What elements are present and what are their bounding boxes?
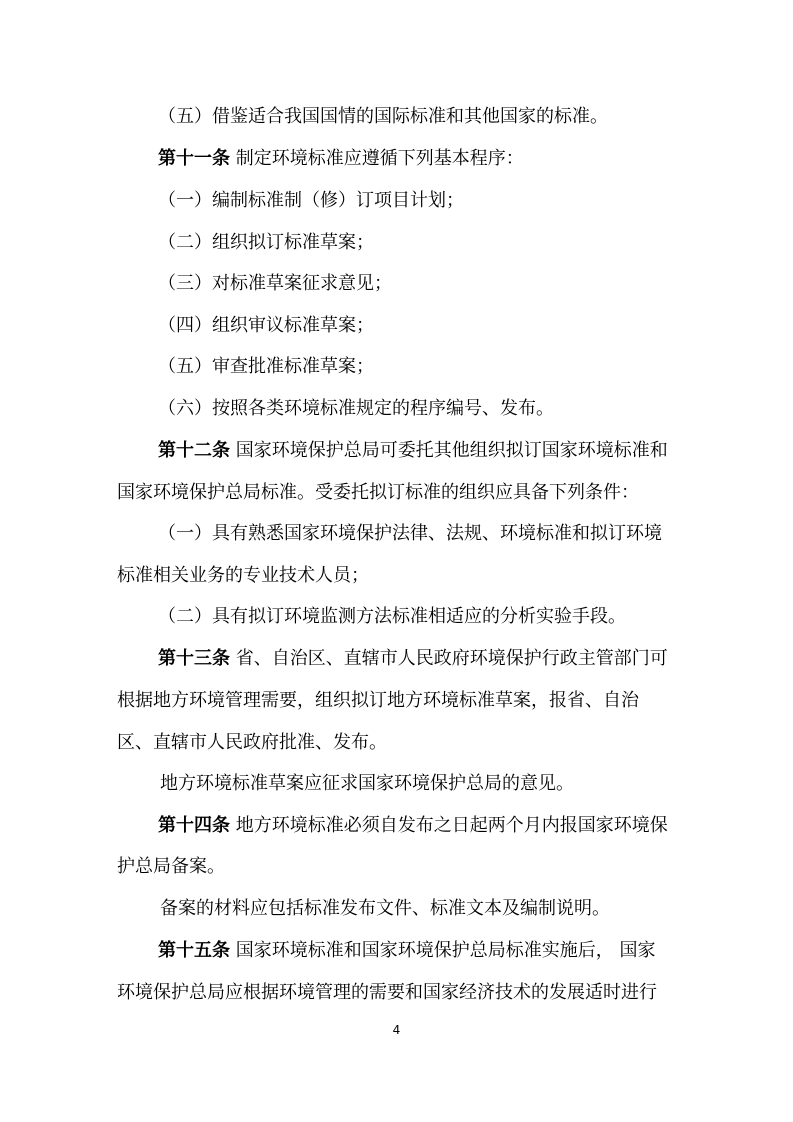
article-heading: 第十五条 bbox=[158, 940, 230, 961]
text-line: 国家环境保护总局标准。受委托拟订标准的组织应具备下列条件： bbox=[117, 482, 639, 503]
article-heading: 第十一条 bbox=[158, 148, 230, 169]
article-paragraph bbox=[158, 937, 718, 965]
text-line: 备案的材料应包括标准发布文件、标准文本及编制说明。 bbox=[160, 898, 610, 919]
text-line: （二）具有拟订环境监测方法标准相适应的分析实验手段。 bbox=[158, 606, 626, 627]
text-line: （六）按照各类环境标准规定的程序编号、发布。 bbox=[158, 398, 554, 419]
text-line: （二）组织拟订标准草案； bbox=[158, 232, 374, 253]
text-line: （四）组织审议标准草案； bbox=[158, 315, 374, 336]
article-text: 制定环境标准应遵循下列基本程序： bbox=[230, 148, 524, 169]
article-paragraph bbox=[158, 812, 718, 840]
article-heading: 第十二条 bbox=[158, 440, 230, 461]
text-line: （五）审查批准标准草案； bbox=[158, 356, 374, 377]
article-paragraph bbox=[158, 437, 718, 465]
text-line: （一）具有熟悉国家环境保护法律、法规、环境标准和拟订环境 bbox=[158, 523, 662, 544]
article-text: 省、自治区、直辖市人民政府环境保护行政主管部门可 bbox=[230, 648, 668, 669]
article-heading: 第十四条 bbox=[158, 815, 230, 836]
text-line: 区、直辖市人民政府批准、发布。 bbox=[117, 732, 387, 753]
text-line: 护总局备案。 bbox=[117, 856, 225, 877]
text-line: 地方环境标准草案应征求国家环境保护总局的意见。 bbox=[160, 773, 574, 794]
article-heading: 第十三条 bbox=[158, 648, 230, 669]
article-text: 国家环境保护总局可委托其他组织拟订国家环境标准和 bbox=[230, 440, 668, 461]
text-line: （一）编制标准制（修）订项目计划； bbox=[158, 190, 464, 211]
article-paragraph bbox=[158, 645, 718, 673]
text-line: （五）借鉴适合我国国情的国际标准和其他国家的标准。 bbox=[158, 106, 608, 127]
text-line: 标准相关业务的专业技术人员； bbox=[117, 565, 369, 586]
text-line: 环境保护总局应根据环境管理的需要和国家经济技术的发展适时进行 bbox=[117, 982, 657, 1003]
text-line: （三）对标准草案征求意见； bbox=[158, 273, 392, 294]
page-number: 4 bbox=[392, 1023, 401, 1037]
article-text: 国家环境标准和国家环境保护总局标准实施后， 国家 bbox=[230, 940, 656, 961]
article-text: 地方环境标准必须自发布之日起两个月内报国家环境保 bbox=[230, 815, 668, 836]
text-line: 根据地方环境管理需要，组织拟订地方环境标准草案，报省、自治 bbox=[117, 690, 639, 711]
article-paragraph bbox=[158, 145, 718, 173]
